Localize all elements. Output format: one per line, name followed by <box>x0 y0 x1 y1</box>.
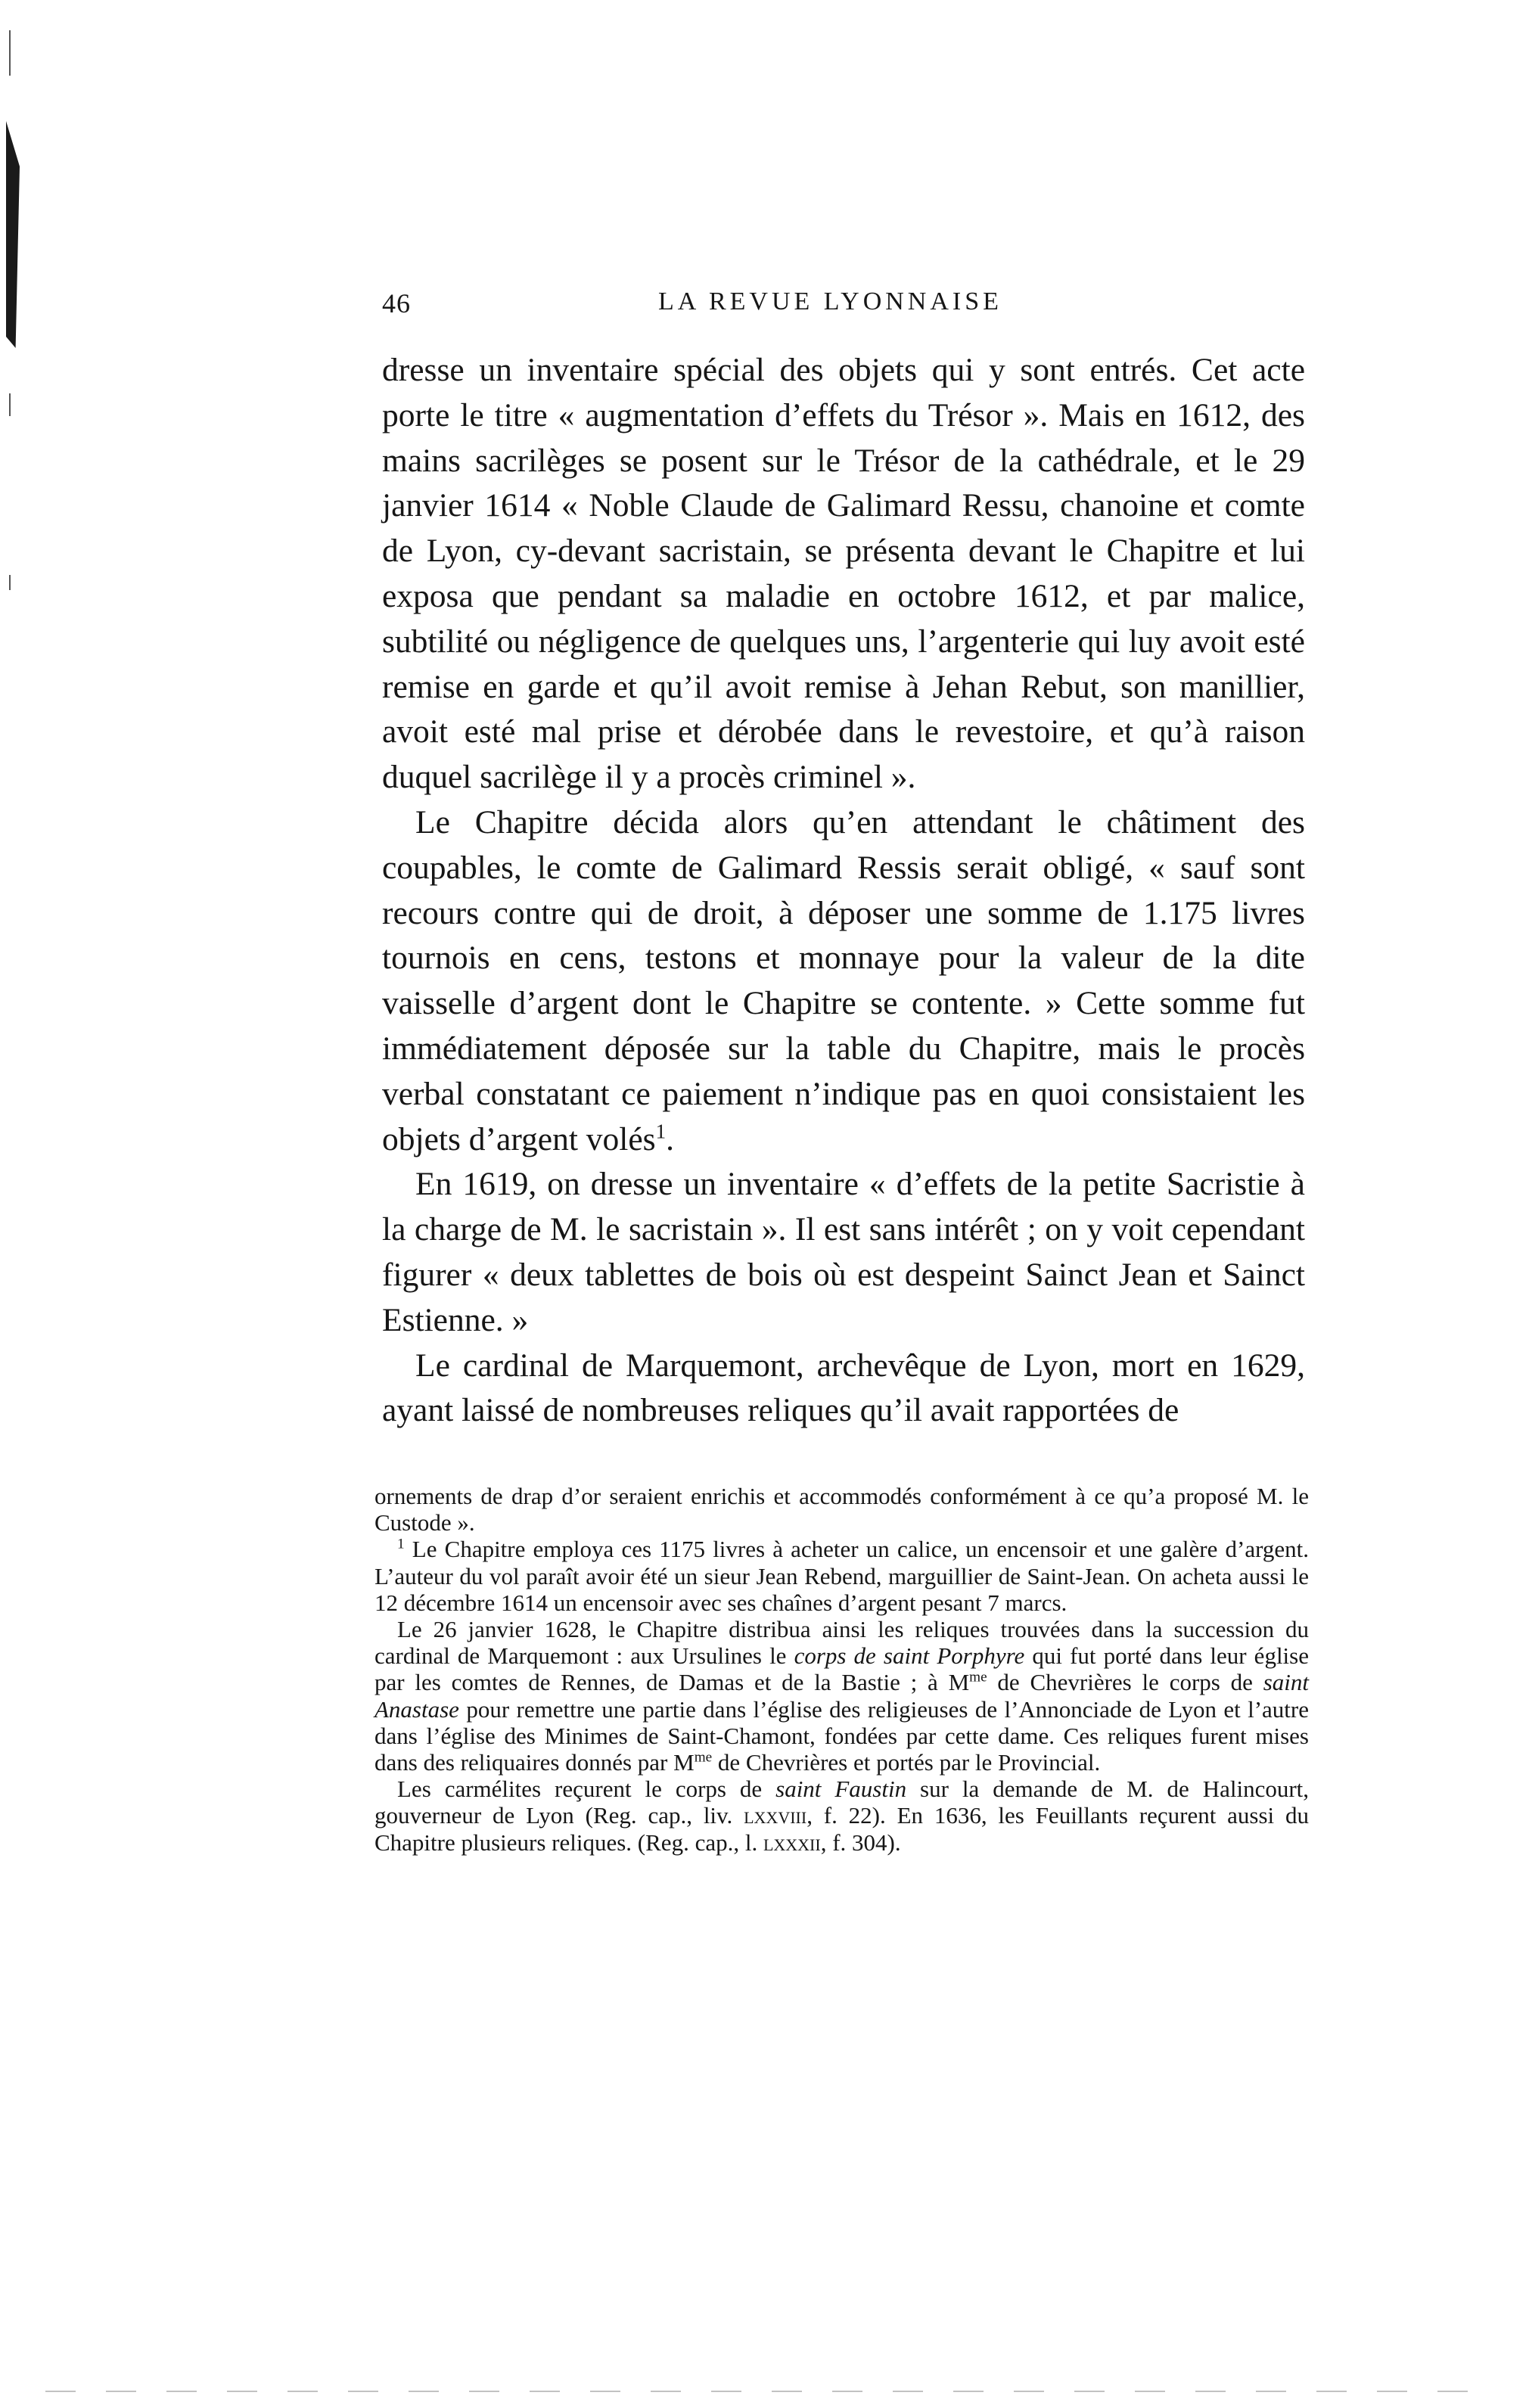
footnote-2-sup: me <box>969 1670 987 1686</box>
footnotes <box>374 1483 1309 1856</box>
footnote-2 <box>374 1616 1309 1776</box>
footnote-3-text: Les carmélites reçurent le corps de <box>397 1776 763 1803</box>
scan-edge-tick <box>9 393 11 416</box>
footnote-3-text: , f. 22). En 1636, les Feuillants reçurent aussi du Chapitre plusieurs reliques. (Reg. cap., l. <box>374 1802 1309 1856</box>
scan-edge-artifact <box>6 121 20 348</box>
footnote-2-italic: corps de saint Porphyre <box>794 1642 1025 1670</box>
paragraph-4: Le cardinal de Marquemont, archevêque de Lyon, mort en 1629, ayant laissé de nombreuses reliques qu’il avait rapportées de <box>382 1347 1305 1429</box>
footnote-2-italic: saint Anastase <box>374 1669 1309 1723</box>
scan-bottom-artifact <box>45 2391 1484 2392</box>
footnote-2-text: pour remettre une partie dans l’église des religieuses de l’Annonciade de Lyon et l’autre dans l’église des Minimes de Saint-Chamont, fondées par cette dame. Ces reliques furent mises dans des reliquaires donnés par M <box>374 1695 1309 1776</box>
footnote-2-text: de Chevrières le corps de <box>997 1669 1253 1696</box>
scan-edge-tick <box>9 30 11 76</box>
page-header <box>382 287 1305 333</box>
footnote-2-text: de Chevrières et portés par le Provincial. <box>717 1749 1101 1776</box>
footnote-3 <box>374 1776 1309 1856</box>
footnote-2-sup: me <box>694 1749 713 1766</box>
footnote-1 <box>374 1536 1309 1616</box>
footnote-2-text: Le 26 janvier 1628, le Chapitre distribua ainsi les reliques trouvées dans la succession du cardinal de Marquemont : aux Ursulines le <box>374 1616 1309 1670</box>
footnote-3-text: sur la demande de M. de Halincourt, gouverneur de Lyon (Reg. cap., liv. <box>374 1776 1310 1829</box>
footnote-3-italic: saint Faustin <box>775 1776 907 1803</box>
running-title: LA REVUE LYONNAISE <box>658 287 1002 315</box>
paragraph-2-text: Le Chapitre décida alors qu’en attendant le châtiment des coupables, le comte de Galimard Ressis serait obligé, « sauf sont recours contre qui de droit, à déposer une somme de 1.175 livres tournois en cens, testons et monnaye pour la valeur de la dite vaisselle d’argent dont le Chapitre se contente. » Cette somme fut immédiatement déposée sur la table du Chapitre, mais le procès verbal constatant ce paiement n’indique pas en quoi consistaient les objets d’argent volés <box>382 803 1305 1157</box>
footnote-1-marker: 1 <box>397 1536 405 1553</box>
footnote-ref: 1 <box>655 1120 667 1143</box>
paragraph-2-end: . <box>666 1120 674 1157</box>
footnote-3-smallcaps: lxxviii <box>744 1802 807 1829</box>
footnote-3-text: , f. 304). <box>820 1829 901 1856</box>
footnote-3-smallcaps: lxxxii <box>763 1829 821 1856</box>
paragraph-1: dresse un inventaire spécial des objets qui y sont entrés. Cet acte porte le titre « augmentation d’effets du Trésor ». Mais en 1612, des mains sacrilèges se posent sur le Trésor de la cathédrale, et le 29 janvier 1614 « Noble Claude de Galimard Ressu, chanoine et comte de Lyon, cy-devant sacristain, se présenta devant le Chapitre et lui exposa que pendant sa maladie en octobre 1612, et par malice, subtilité ou négligence de quelques uns, l’argenterie qui luy avoit esté remise en garde et qu’il avoit remise à Jehan Rebut, son manillier, avoit esté mal prise et dérobée dans le revestoire, et qu’à raison duquel sacrilège il y a procès criminel ». <box>382 352 1305 796</box>
main-text <box>382 348 1305 1434</box>
scan-edge-tick <box>9 575 11 590</box>
page-number: 46 <box>382 288 411 318</box>
paragraph-2 <box>382 800 1305 1162</box>
footnote-1-text: Le Chapitre employa ces 1175 livres à acheter un calice, un encensoir et une galère d’argent. L’auteur du vol paraît avoir été un sieur Jean Rebend, marguillier de Saint-Jean. On acheta aussi le 12 décembre 1614 un encensoir avec ses chaînes d’argent pesant 7 marcs. <box>374 1536 1310 1616</box>
footnote-2-text: qui fut porté dans leur église par les comtes de Rennes, de Damas et de la Bastie ; à M <box>374 1642 1309 1696</box>
paragraph-3: En 1619, on dresse un inventaire « d’effets de la petite Sacristie à la charge de M. le sacristain ». Il est sans intérêt ; on y voit cependant figurer « deux tablettes de bois où est despeint Sainct Jean et Sainct Estienne. » <box>382 1166 1305 1338</box>
footnote-continued: ornements de drap d’or seraient enrichis et accommodés conformément à ce qu’a proposé M. le Custode ». <box>374 1483 1309 1536</box>
